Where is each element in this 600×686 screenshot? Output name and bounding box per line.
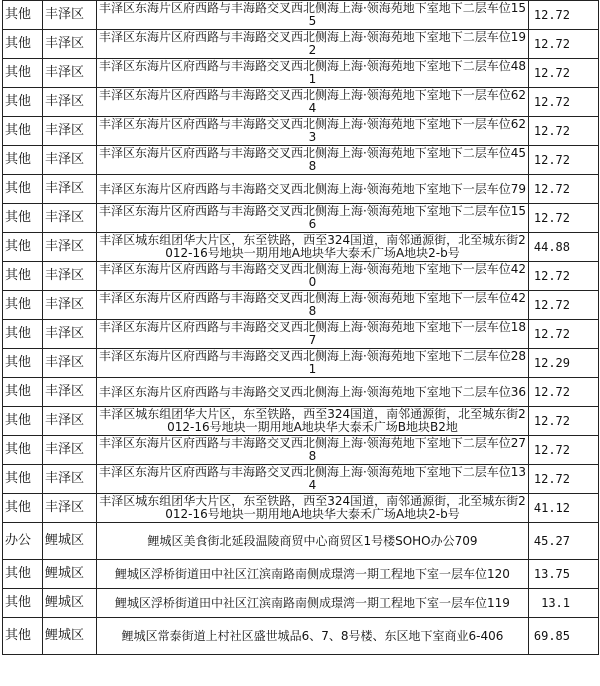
table-row — [3, 291, 599, 320]
address-cell: 丰泽区东海片区府西路与丰海路交叉西北侧海上海·领海苑地下室地下一层车位420 — [97, 262, 529, 291]
category-cell: 其他 — [3, 291, 43, 320]
district-cell: 丰泽区 — [43, 378, 97, 407]
category-cell: 其他 — [3, 618, 43, 655]
area-cell: 12.72 — [529, 291, 599, 320]
table-row — [3, 378, 599, 407]
category-cell: 其他 — [3, 175, 43, 204]
district-cell: 丰泽区 — [43, 88, 97, 117]
district-cell: 鲤城区 — [43, 523, 97, 560]
area-cell: 13.75 — [529, 560, 599, 589]
address-cell: 丰泽区东海片区府西路与丰海路交叉西北侧海上海·领海苑地下室地下二层车位278 — [97, 436, 529, 465]
address-cell: 丰泽区东海片区府西路与丰海路交叉西北侧海上海·领海苑地下室地下一层车位623 — [97, 117, 529, 146]
address-cell: 丰泽区东海片区府西路与丰海路交叉西北侧海上海·领海苑地下室地下二层车位156 — [97, 204, 529, 233]
table-row — [3, 618, 599, 655]
category-cell: 其他 — [3, 117, 43, 146]
address-cell: 丰泽区东海片区府西路与丰海路交叉西北侧海上海·领海苑地下室地下一层车位624 — [97, 88, 529, 117]
address-cell: 丰泽区城东组团华大片区，东至铁路，西至324国道，南邻通源街，北至城东街2012-16号地块一期用地A地块华大泰禾广场A地块2-b号 — [97, 494, 529, 523]
address-cell: 鲤城区常泰街道上村社区盛世城品6、7、8号楼、东区地下室商业6-406 — [97, 618, 529, 655]
address-cell: 丰泽区东海片区府西路与丰海路交叉西北侧海上海·领海苑地下室地下二层车位36 — [97, 378, 529, 407]
table-row — [3, 494, 599, 523]
category-cell: 办公 — [3, 523, 43, 560]
table-row — [3, 407, 599, 436]
table-row — [3, 146, 599, 175]
district-cell: 丰泽区 — [43, 30, 97, 59]
district-cell: 丰泽区 — [43, 1, 97, 30]
area-cell: 12.72 — [529, 30, 599, 59]
area-cell: 69.85 — [529, 618, 599, 655]
address-cell: 丰泽区东海片区府西路与丰海路交叉西北侧海上海·领海苑地下室地下一层车位187 — [97, 320, 529, 349]
table-row — [3, 1, 599, 30]
area-cell: 44.88 — [529, 233, 599, 262]
property-table — [2, 0, 599, 655]
district-cell: 丰泽区 — [43, 465, 97, 494]
table-row — [3, 560, 599, 589]
table-row — [3, 523, 599, 560]
table-row — [3, 59, 599, 88]
table-row — [3, 349, 599, 378]
district-cell: 丰泽区 — [43, 146, 97, 175]
category-cell: 其他 — [3, 1, 43, 30]
table-row — [3, 589, 599, 618]
area-cell: 12.29 — [529, 349, 599, 378]
area-cell: 12.72 — [529, 204, 599, 233]
address-cell: 鲤城区美食街北延段温陵商贸中心商贸区1号楼SOHO办公709 — [97, 523, 529, 560]
district-cell: 丰泽区 — [43, 407, 97, 436]
address-cell: 丰泽区东海片区府西路与丰海路交叉西北侧海上海·领海苑地下室地下二层车位458 — [97, 146, 529, 175]
address-cell: 丰泽区东海片区府西路与丰海路交叉西北侧海上海·领海苑地下室地下二层车位155 — [97, 1, 529, 30]
category-cell: 其他 — [3, 465, 43, 494]
address-cell: 鲤城区浮桥街道田中社区江滨南路南侧成璟湾一期工程地下室一层车位119 — [97, 589, 529, 618]
table-row — [3, 262, 599, 291]
area-cell: 12.72 — [529, 436, 599, 465]
category-cell: 其他 — [3, 204, 43, 233]
address-cell: 丰泽区东海片区府西路与丰海路交叉西北侧海上海·领海苑地下室地下二层车位481 — [97, 59, 529, 88]
area-cell: 41.12 — [529, 494, 599, 523]
category-cell: 其他 — [3, 88, 43, 117]
category-cell: 其他 — [3, 378, 43, 407]
area-cell: 12.72 — [529, 175, 599, 204]
category-cell: 其他 — [3, 262, 43, 291]
table-row — [3, 175, 599, 204]
address-cell: 丰泽区城东组团华大片区，东至铁路，西至324国道，南邻通源街，北至城东街2012-16号地块一期用地A地块华大泰禾广场A地块2-b号 — [97, 233, 529, 262]
district-cell: 丰泽区 — [43, 204, 97, 233]
district-cell: 丰泽区 — [43, 291, 97, 320]
district-cell: 丰泽区 — [43, 320, 97, 349]
category-cell: 其他 — [3, 436, 43, 465]
property-table-body — [3, 1, 599, 655]
category-cell: 其他 — [3, 59, 43, 88]
district-cell: 丰泽区 — [43, 117, 97, 146]
district-cell: 鲤城区 — [43, 589, 97, 618]
address-cell: 丰泽区东海片区府西路与丰海路交叉西北侧海上海·领海苑地下室地下一层车位428 — [97, 291, 529, 320]
district-cell: 丰泽区 — [43, 494, 97, 523]
district-cell: 丰泽区 — [43, 262, 97, 291]
district-cell: 丰泽区 — [43, 436, 97, 465]
area-cell: 12.72 — [529, 59, 599, 88]
table-row — [3, 436, 599, 465]
address-cell: 丰泽区东海片区府西路与丰海路交叉西北侧海上海·领海苑地下室地下一层车位79 — [97, 175, 529, 204]
area-cell: 45.27 — [529, 523, 599, 560]
table-row — [3, 233, 599, 262]
category-cell: 其他 — [3, 349, 43, 378]
area-cell: 12.72 — [529, 1, 599, 30]
area-cell: 12.72 — [529, 465, 599, 494]
area-cell: 12.72 — [529, 146, 599, 175]
area-cell: 12.72 — [529, 407, 599, 436]
category-cell: 其他 — [3, 494, 43, 523]
address-cell: 丰泽区城东组团华大片区，东至铁路，西至324国道，南邻通源街，北至城东街2012-16号地块一期用地A地块华大泰禾广场B地块B2地 — [97, 407, 529, 436]
district-cell: 丰泽区 — [43, 175, 97, 204]
district-cell: 丰泽区 — [43, 349, 97, 378]
area-cell: 13.1 — [529, 589, 599, 618]
area-cell: 12.72 — [529, 88, 599, 117]
table-row — [3, 88, 599, 117]
area-cell: 12.72 — [529, 378, 599, 407]
category-cell: 其他 — [3, 30, 43, 59]
area-cell: 12.72 — [529, 320, 599, 349]
table-row — [3, 204, 599, 233]
category-cell: 其他 — [3, 407, 43, 436]
address-cell: 鲤城区浮桥街道田中社区江滨南路南侧成璟湾一期工程地下室一层车位120 — [97, 560, 529, 589]
address-cell: 丰泽区东海片区府西路与丰海路交叉西北侧海上海·领海苑地下室地下二层车位134 — [97, 465, 529, 494]
area-cell: 12.72 — [529, 117, 599, 146]
district-cell: 鲤城区 — [43, 560, 97, 589]
category-cell: 其他 — [3, 589, 43, 618]
category-cell: 其他 — [3, 233, 43, 262]
table-row — [3, 320, 599, 349]
district-cell: 鲤城区 — [43, 618, 97, 655]
category-cell: 其他 — [3, 146, 43, 175]
area-cell: 12.72 — [529, 262, 599, 291]
table-row — [3, 465, 599, 494]
district-cell: 丰泽区 — [43, 59, 97, 88]
table-row — [3, 30, 599, 59]
category-cell: 其他 — [3, 320, 43, 349]
address-cell: 丰泽区东海片区府西路与丰海路交叉西北侧海上海·领海苑地下室地下二层车位192 — [97, 30, 529, 59]
table-row — [3, 117, 599, 146]
category-cell: 其他 — [3, 560, 43, 589]
district-cell: 丰泽区 — [43, 233, 97, 262]
address-cell: 丰泽区东海片区府西路与丰海路交叉西北侧海上海·领海苑地下室地下二层车位281 — [97, 349, 529, 378]
